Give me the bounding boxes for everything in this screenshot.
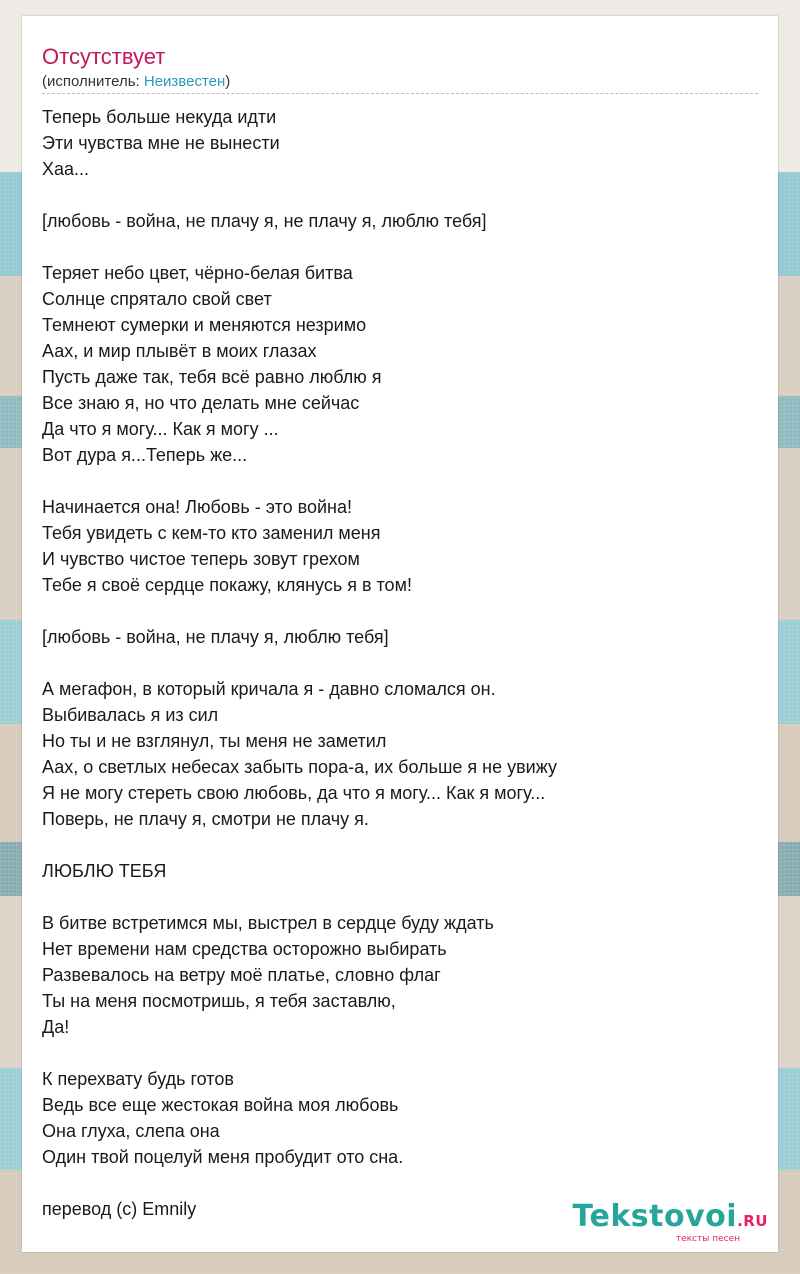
lyrics-line: Выбивалась я из сил [42,705,219,725]
lyrics-line [42,234,758,260]
lyrics-line [42,650,758,676]
lyrics-line: Тебя увидеть с кем-то кто заменил меня [42,523,381,543]
lyrics-line: Развевалось на ветру моё платье, словно флаг [42,965,441,985]
performer-prefix: (исполнитель: [42,73,144,90]
lyrics-line: К перехвату будь готов [42,1069,234,1089]
lyrics-line: Вот дура я...Теперь же... [42,445,248,465]
lyrics-line: ЛЮБЛЮ ТЕБЯ [42,861,167,881]
lyrics-line: [любовь - война, не плачу я, люблю тебя] [42,627,389,647]
lyrics-line: Эти чувства мне не вынести [42,133,280,153]
lyrics-line: Да что я могу... Как я могу ... [42,419,279,439]
lyrics-line [42,182,758,208]
lyrics-line [42,884,758,910]
lyrics-line: В битве встретимся мы, выстрел в сердце буду ждать [42,913,494,933]
lyrics-line [42,1170,758,1196]
logo-tld: .RU [737,1212,768,1230]
lyrics-line: Теряет небо цвет, чёрно-белая битва [42,263,353,283]
logo-name: Tekstovoi [572,1199,738,1234]
song-title: Отсутствует [42,44,166,69]
lyrics-line: Начинается она! Любовь - это война! [42,497,352,517]
performer-link[interactable]: Неизвестен [143,73,226,90]
lyrics-line: Тебе я своё сердце покажу, клянусь я в том! [42,575,412,595]
lyrics-line: Ведь все еще жестокая война моя любовь [42,1095,399,1115]
lyrics-text [42,104,758,1222]
logo-wordmark [573,1201,768,1237]
lyrics-line: Солнце спрятало свой свет [42,289,272,309]
lyrics-line: Один твой поцелуй меня пробудит ото сна. [42,1147,404,1167]
lyrics-line: Аах, о светлых небесах забыть пора-а, их больше я не увижу [42,757,557,777]
lyrics-line: И чувство чистое теперь зовут грехом [42,549,360,569]
lyrics-line: Я не могу стереть свою любовь, да что я могу... Как я могу... [42,783,546,803]
lyrics-line: [любовь - война, не плачу я, не плачу я, люблю тебя] [42,211,487,231]
performer-line [42,73,230,91]
lyrics-line: Ты на меня посмотришь, я тебя заставлю, [42,991,396,1011]
lyrics-line: Поверь, не плачу я, смотри не плачу я. [42,809,369,829]
lyrics-line: Теперь больше некуда идти [42,107,277,127]
lyrics-line: Хаа... [42,159,90,179]
lyrics-line: Нет времени нам средства осторожно выбирать [42,939,447,959]
site-logo[interactable] [573,1201,768,1244]
performer-suffix: ) [225,73,231,90]
lyrics-line [42,832,758,858]
lyrics-line: перевод (с) Emnily [42,1199,197,1219]
lyrics-line: Да! [42,1017,70,1037]
lyrics-line: Пусть даже так, тебя всё равно люблю я [42,367,382,387]
lyrics-line: Аах, и мир плывёт в моих глазах [42,341,317,361]
lyrics-line: Но ты и не взглянул, ты меня не заметил [42,731,387,751]
logo-tagline: тексты песен [675,1234,740,1244]
lyrics-line: Темнеют сумерки и меняются незримо [42,315,367,335]
lyrics-line [42,1040,758,1066]
lyrics-line [42,598,758,624]
lyrics-card [22,16,778,1252]
lyrics-line: А мегафон, в который кричала я - давно сломался он. [42,679,496,699]
title-divider [42,93,758,94]
lyrics-line [42,468,758,494]
lyrics-line: Она глуха, слепа она [42,1121,220,1141]
lyrics-line: Все знаю я, но что делать мне сейчас [42,393,360,413]
